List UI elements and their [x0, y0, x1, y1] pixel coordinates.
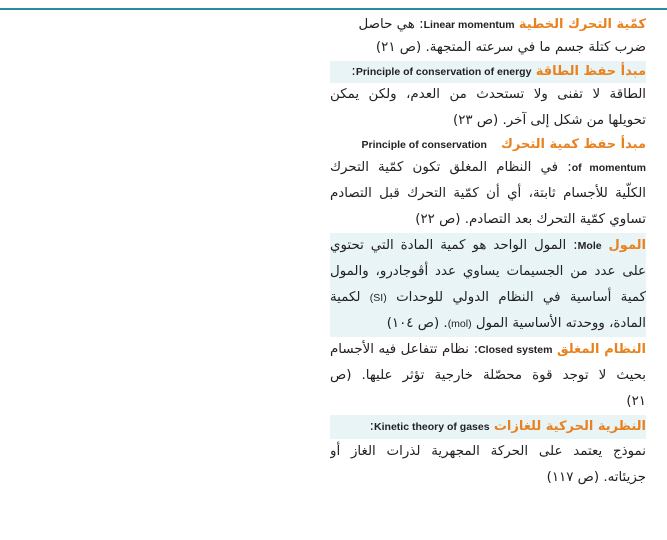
- definition-text: لكمية: [330, 290, 361, 305]
- definition-text: : نظام تتفاعل فيه الأجسام: [330, 342, 479, 357]
- entry-linear-momentum: [330, 14, 646, 61]
- unit-symbol: (mol): [447, 318, 472, 330]
- term-title: النظام المغلق: [557, 342, 646, 357]
- entry-closed-system: [330, 337, 646, 415]
- page-reference: ٢١): [626, 394, 646, 409]
- term-title: النظرية الحركية للغازات: [493, 419, 646, 434]
- term-title: كمّية التحرك الخطية: [518, 17, 646, 32]
- entry-mole: [330, 233, 646, 337]
- entry-energy-conservation: [330, 61, 646, 134]
- definition-text: على عدد من الجسيمات يساوي عدد أڤوجادرو، والمول: [330, 264, 646, 279]
- entry-momentum-conservation: [330, 134, 646, 233]
- entry-first-line: [330, 233, 646, 259]
- term-english: Kinetic theory of gases: [374, 421, 490, 433]
- definition-text: المادة، ووحدته الأساسية المول: [475, 316, 646, 331]
- si-abbreviation: (SI): [369, 292, 387, 304]
- term-title: المول: [608, 238, 646, 253]
- definition-text: : المول الواحد هو كمية المادة التي تحتوي: [330, 238, 578, 253]
- page-reference: . (ص ١٠٤): [386, 316, 448, 331]
- colon: :: [351, 64, 356, 79]
- definition-text: الطاقة لا تفنى ولا تستحدث من العدم، ولكن يمكن: [330, 87, 646, 102]
- entry-kinetic-theory: [330, 415, 646, 491]
- colon: :: [369, 419, 375, 434]
- definition-text: ضرب كتلة جسم ما في سرعته المتجهة. (ص ٢١): [375, 40, 646, 55]
- definition-text: : هي حاصل: [358, 17, 424, 32]
- definition-text: كمية أساسية في النظام الدولي للوحدات: [396, 290, 646, 305]
- term-english: Closed system: [478, 344, 553, 356]
- definition-text: : في النظام المغلق تكون كمّية التحرك: [330, 160, 572, 175]
- term-english: of momentum: [571, 162, 646, 174]
- entry-first-line: [330, 337, 646, 363]
- term-english: Principle of conservation of energy: [355, 66, 532, 78]
- definition-text: جزيئاته. (ص ١١٧): [546, 470, 646, 485]
- entry-first-line: [330, 61, 646, 82]
- term-title: مبدأ حفظ الطاقة: [535, 64, 646, 79]
- definition-text: الكلّية للأجسام ثابتة، أي أن كمّية التحرك قبل التصادم: [330, 186, 646, 201]
- term-english: Linear momentum: [423, 19, 515, 31]
- entry-first-line: [330, 415, 646, 439]
- entry-first-line: [330, 14, 646, 35]
- glossary-column: [330, 14, 646, 491]
- entry-second-line: [330, 155, 646, 181]
- term-title: مبدأ حفظ كمية التحرك: [500, 137, 646, 152]
- term-english: Mole: [577, 240, 602, 252]
- definition-text: تحويلها من شكل إلى آخر. (ص ٢٣): [452, 113, 646, 128]
- definition-text: تساوي كمّية التحرك بعد التصادم. (ص ٢٢): [415, 212, 646, 227]
- definition-text: نموذج يعتمد على الحركة المجهرية لذرات الغاز أو: [330, 444, 646, 459]
- entry-first-line: [330, 134, 646, 155]
- top-rule: [0, 8, 667, 10]
- definition-text: بحيث لا توجد قوة محصّلة خارجية تؤثر عليها. (ص: [330, 368, 646, 383]
- term-english: Principle of conservation: [361, 139, 487, 151]
- definition-line: [330, 285, 646, 311]
- definition-line: [330, 311, 646, 337]
